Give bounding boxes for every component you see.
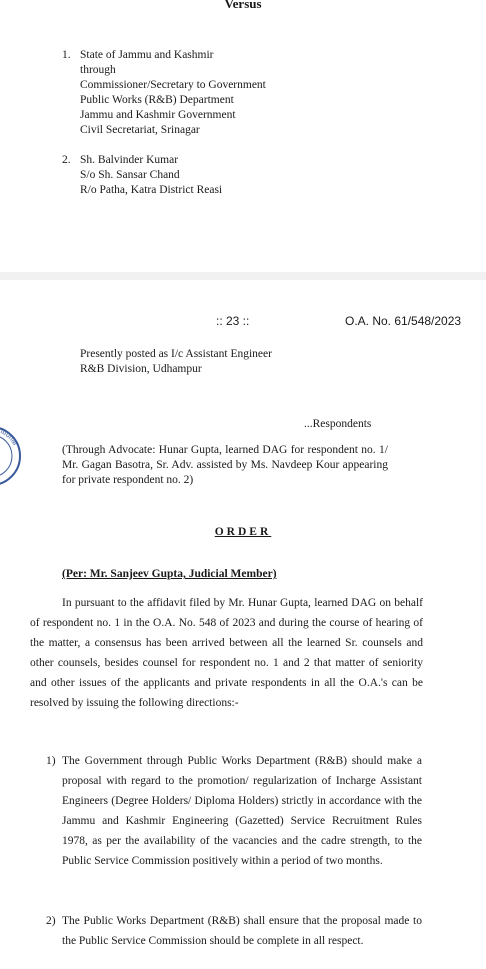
posting-line: R&B Division, Udhampur: [80, 363, 202, 375]
address-line: Sh. Balvinder Kumar: [80, 154, 179, 166]
address-line: S/o Sh. Sansar Chand: [80, 169, 180, 181]
respondents-label: ...Respondents: [304, 418, 372, 430]
direction-text: The Government through Public Works Department (R&B) should make a proposal with regard to the promotion/ regularization of Incharge Assistant Engineers (Degree Holders/ Diploma Holders) strictly in accordance with the Jammu and Kashmir Engineering (Gazetted) Service Recruitment Rules 1978, as per the availability of the vacancies and the cadre strength, to the Public Service Commission positively within a period of two months.: [62, 755, 422, 867]
page-separator: [0, 272, 486, 280]
direction-number: 2): [46, 915, 56, 927]
address-line: through: [80, 64, 116, 76]
case-number: O.A. No. 61/548/2023: [345, 314, 462, 328]
address-line: R/o Patha, Katra District Reasi: [80, 184, 223, 196]
svg-text:Tribunal: bunal: [0, 429, 19, 447]
direction-text: The Public Works Department (R&B) shall ensure that the proposal made to the Public Service Commission should be complete in all respect.: [62, 915, 422, 947]
respondent-1-number: 1.: [62, 49, 71, 61]
advocate-details: (Through Advocate: Hunar Gupta, learned DAG for respondent no. 1/ Mr. Gagan Basotra, Sr. Adv. assisted by Ms. Navdeep Kour appearing for private respondent no. 2): [62, 444, 388, 486]
order-heading: ORDER: [214, 526, 272, 538]
address-line: Jammu and Kashmir Government: [80, 109, 236, 121]
tribunal-seal-icon: [0, 425, 22, 487]
address-line: Commissioner/Secretary to Government: [80, 79, 266, 91]
order-paragraph: In pursuant to the affidavit filed by Mr. Hunar Gupta, learned DAG on behalf of respondent no. 1 in the O.A. No. 548 of 2023 and during the course of hearing of the matter, a consensus has been arrived between all the learned Sr. counsels and other counsels, besides counsel for respondent no. 1 and 2 that matter of seniority and other issues of the applicants and private respondents in all the O.A.'s can be resolved by issuing the following directions:-: [30, 597, 423, 709]
respondent-2-address: [80, 153, 222, 198]
address-line: Civil Secretariat, Srinagar: [80, 124, 200, 136]
page-one-bottom: [0, 0, 486, 272]
respondent-1-address: [80, 48, 266, 138]
posting-line: Presently posted as I/c Assistant Engineer: [80, 348, 272, 360]
address-line: Public Works (R&B) Department: [80, 94, 234, 106]
posting-details: [80, 347, 272, 377]
address-line: State of Jammu and Kashmir: [80, 49, 214, 61]
page-two: [0, 280, 486, 969]
per-member-line: (Per: Mr. Sanjeev Gupta, Judicial Member): [62, 568, 277, 580]
direction-number: 1): [46, 755, 56, 767]
respondent-2-number: 2.: [62, 154, 71, 166]
page-number: :: 23 ::: [216, 314, 250, 328]
versus-heading: Versus: [224, 0, 262, 11]
